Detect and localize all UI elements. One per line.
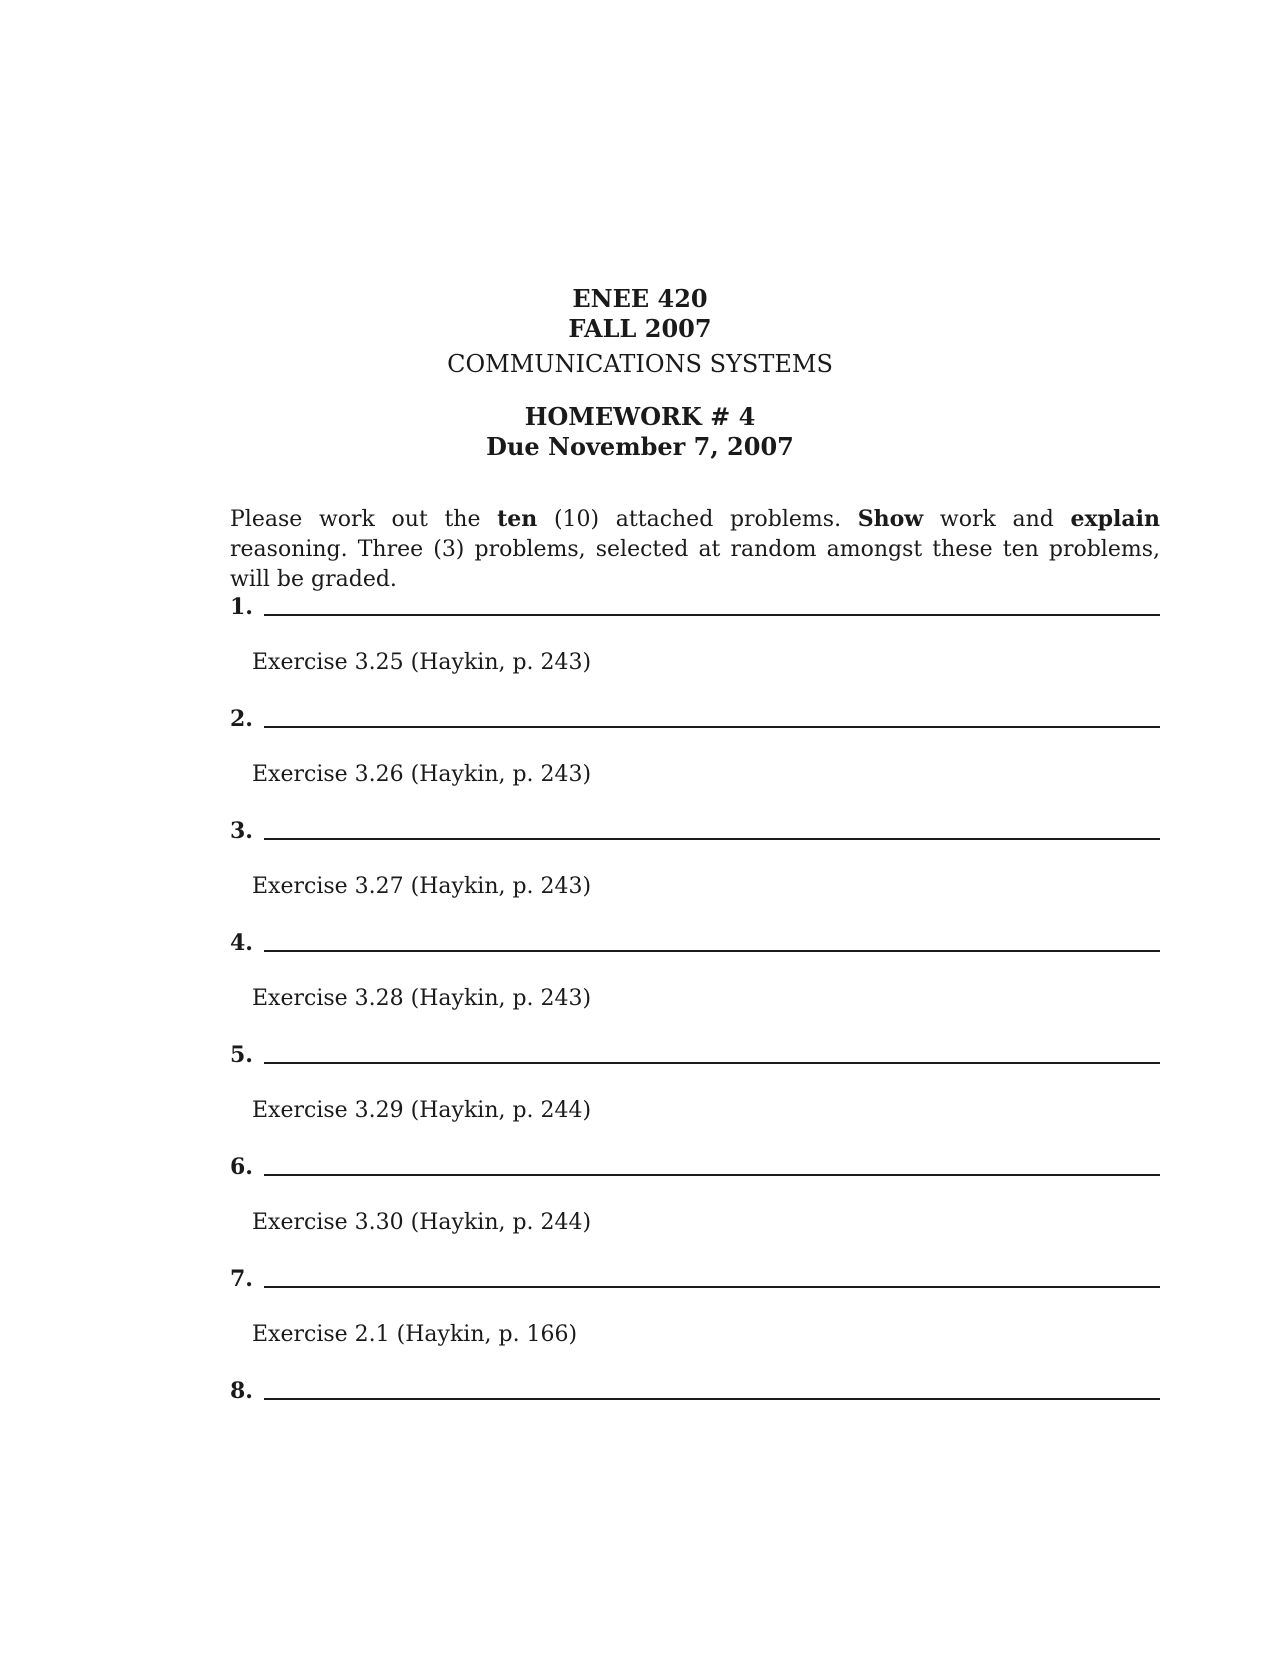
problem-item: [230, 928, 1160, 1040]
intro-text: (10) attached problems.: [537, 507, 858, 532]
problem-item: [230, 1152, 1160, 1264]
problem-divider: [264, 838, 1160, 840]
due-date: Due November 7, 2007: [486, 432, 794, 461]
problem-number: 8.: [230, 1378, 253, 1404]
problem-number: 1.: [230, 594, 253, 620]
problem-item: [230, 1264, 1160, 1376]
intro-text: Please work out the: [230, 507, 498, 532]
problem-item: [230, 816, 1160, 928]
problem-exercise: Exercise 3.27 (Haykin, p. 243): [252, 874, 592, 899]
problem-item: [230, 592, 1160, 704]
problem-divider: [264, 1286, 1160, 1288]
problem-exercise: Exercise 3.25 (Haykin, p. 243): [252, 650, 592, 675]
problem-divider: [264, 1062, 1160, 1064]
problem-item: [230, 704, 1160, 816]
problem-number: 6.: [230, 1154, 253, 1180]
problem-exercise: Exercise 3.28 (Haykin, p. 243): [252, 986, 592, 1011]
problem-number: 5.: [230, 1042, 253, 1068]
problem-divider: [264, 1174, 1160, 1176]
intro-emphasis: explain: [1070, 506, 1160, 532]
intro-text: work and: [923, 507, 1071, 532]
intro-emphasis: Show: [857, 506, 924, 532]
problem-exercise: Exercise 3.30 (Haykin, p. 244): [252, 1210, 592, 1235]
problem-divider: [264, 726, 1160, 728]
instructions-paragraph: [230, 504, 1160, 595]
problem-number: 3.: [230, 818, 253, 844]
problem-exercise: Exercise 3.29 (Haykin, p. 244): [252, 1098, 592, 1123]
problem-number: 4.: [230, 930, 253, 956]
course-title: COMMUNICATIONS SYSTEMS: [447, 350, 833, 378]
problem-exercise: Exercise 3.26 (Haykin, p. 243): [252, 762, 592, 787]
problem-item: [230, 1040, 1160, 1152]
problem-item: [230, 1376, 1160, 1488]
document-header: [0, 284, 1280, 379]
term: FALL 2007: [568, 314, 712, 343]
assignment-title: HOMEWORK # 4: [524, 402, 756, 431]
problem-divider: [264, 614, 1160, 616]
intro-emphasis: ten: [497, 506, 538, 532]
assignment-header: [0, 402, 1280, 462]
problem-number: 2.: [230, 706, 253, 732]
problem-divider: [264, 1398, 1160, 1400]
course-code: ENEE 420: [572, 284, 708, 313]
intro-text: reasoning. Three (3) problems, selected at random amongst these ten problems, will be graded.: [230, 537, 1160, 592]
problem-exercise: Exercise 2.1 (Haykin, p. 166): [252, 1322, 578, 1347]
problem-divider: [264, 950, 1160, 952]
problem-number: 7.: [230, 1266, 253, 1292]
